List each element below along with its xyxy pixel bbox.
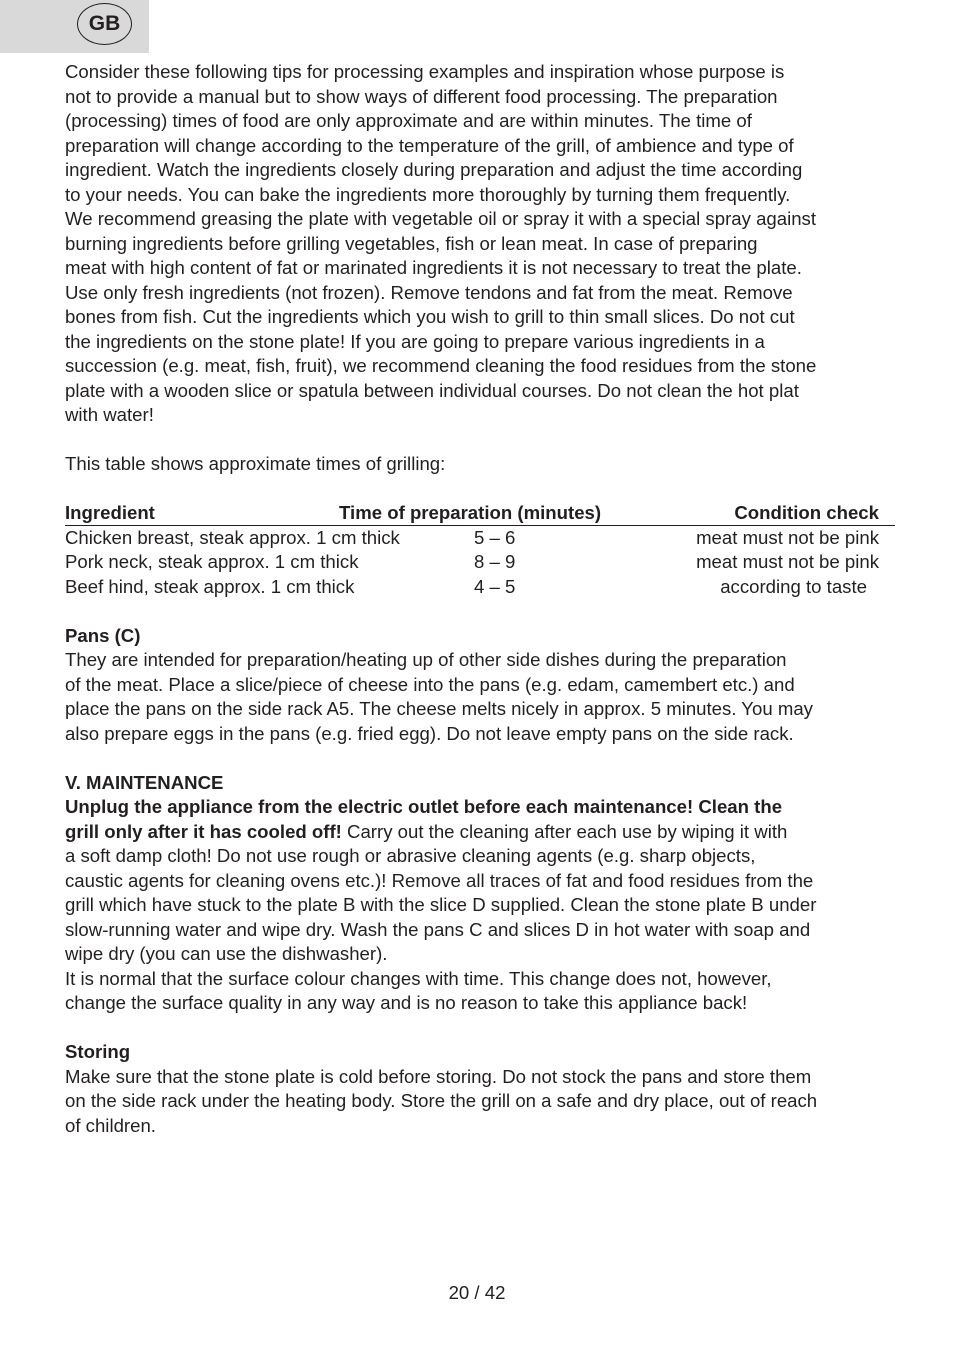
text-line: preparation will change according to the temperature of the grill, of ambience and type of bbox=[65, 134, 794, 156]
text-line: (processing) times of food are only approximate and are within minutes. The time of bbox=[65, 110, 752, 131]
text-line: slow-running water and wipe dry. Wash the pans C and slices D in hot water with soap and bbox=[65, 918, 811, 940]
text-line: We recommend greasing the plate with vegetable oil or spray it with a special spray against bbox=[65, 208, 817, 229]
text-line: of the meat. Place a slice/piece of cheese into the pans (e.g. edam, camembert etc.) and bbox=[65, 673, 795, 695]
warning-text: grill only after it has cooled off! bbox=[65, 820, 342, 842]
cell-ingredient: Beef hind, steak approx. 1 cm thick bbox=[65, 575, 355, 597]
intro-paragraph bbox=[65, 60, 895, 428]
section-heading: Storing bbox=[65, 1041, 131, 1062]
maintenance-section bbox=[65, 771, 895, 1016]
table-row bbox=[65, 575, 895, 600]
page-number: 20 / 42 bbox=[448, 1282, 506, 1303]
header-condition: Condition check bbox=[734, 502, 879, 523]
page-content bbox=[65, 60, 895, 1138]
text-line: meat with high content of fat or marinated ingredients it is not necessary to treat the plate. bbox=[65, 257, 802, 278]
text-line: a soft damp cloth! Do not use rough or abrasive cleaning agents (e.g. sharp objects, bbox=[65, 845, 756, 866]
section-heading: V. MAINTENANCE bbox=[65, 771, 224, 793]
text-line: with water! bbox=[65, 404, 154, 425]
grilling-table bbox=[65, 501, 895, 599]
cell-time: 4 – 5 bbox=[474, 575, 516, 597]
text-line: wipe dry (you can use the dishwasher). bbox=[65, 943, 388, 964]
text-line bbox=[65, 820, 895, 845]
text-line: They are intended for preparation/heating up of other side dishes during the preparation bbox=[65, 649, 787, 670]
text-line: on the side rack under the heating body. Store the grill on a safe and dry place, out of reach bbox=[65, 1090, 818, 1111]
text-line: burning ingredients before grilling vegetables, fish or lean meat. In case of preparing bbox=[65, 232, 758, 254]
header-ingredient: Ingredient bbox=[65, 502, 155, 523]
language-badge: GB bbox=[77, 3, 132, 45]
text-line: place the pans on the side rack A5. The cheese melts nicely in approx. 5 minutes. You may bbox=[65, 698, 813, 719]
cell-condition: according to taste bbox=[720, 575, 867, 597]
cell-ingredient: Pork neck, steak approx. 1 cm thick bbox=[65, 551, 359, 572]
text-line: the ingredients on the stone plate! If you are going to prepare various ingredients in a bbox=[65, 330, 765, 352]
text-line: caustic agents for cleaning ovens etc.)! Remove all traces of fat and food residues from the bbox=[65, 869, 814, 891]
pans-section bbox=[65, 624, 895, 747]
section-heading: Pans (C) bbox=[65, 624, 141, 646]
text-line: Consider these following tips for processing examples and inspiration whose purpose is bbox=[65, 61, 785, 82]
text-span: Carry out the cleaning after each use by wiping it with bbox=[341, 820, 788, 842]
text-line: also prepare eggs in the pans (e.g. fried egg). Do not leave empty pans on the side rack. bbox=[65, 722, 794, 744]
text-line: bones from fish. Cut the ingredients which you wish to grill to thin small slices. Do not cut bbox=[65, 306, 795, 327]
text-line: Use only fresh ingredients (not frozen). Remove tendons and fat from the meat. Remove bbox=[65, 281, 793, 303]
cell-time: 5 – 6 bbox=[474, 526, 516, 548]
header-time: Time of preparation (minutes) bbox=[339, 502, 602, 523]
text-line: not to provide a manual but to show ways of different food processing. The preparation bbox=[65, 85, 778, 107]
text-line: of children. bbox=[65, 1114, 156, 1136]
text-line: ingredient. Watch the ingredients closely during preparation and adjust the time according bbox=[65, 159, 803, 180]
text-line: succession (e.g. meat, fish, fruit), we recommend cleaning the food residues from the stone bbox=[65, 355, 817, 376]
text-line: It is normal that the surface colour changes with time. This change does not, however, bbox=[65, 967, 772, 989]
cell-ingredient: Chicken breast, steak approx. 1 cm thick bbox=[65, 526, 400, 548]
table-row bbox=[65, 550, 895, 575]
language-tab bbox=[0, 0, 149, 53]
text-line: grill which have stuck to the plate B with the slice D supplied. Clean the stone plate B under bbox=[65, 894, 817, 915]
warning-line: Unplug the appliance from the electric outlet before each maintenance! Clean the bbox=[65, 796, 783, 817]
text-line: plate with a wooden slice or spatula between individual courses. Do not clean the hot plat bbox=[65, 379, 799, 401]
table-intro: This table shows approximate times of grilling: bbox=[65, 453, 446, 474]
table-header-row bbox=[65, 501, 895, 526]
cell-time: 8 – 9 bbox=[474, 551, 516, 572]
text-line: to your needs. You can bake the ingredients more thoroughly by turning them frequently. bbox=[65, 183, 791, 205]
table-row bbox=[65, 526, 895, 551]
storing-section bbox=[65, 1040, 895, 1138]
cell-condition: meat must not be pink bbox=[696, 526, 879, 548]
text-line: Make sure that the stone plate is cold before storing. Do not stock the pans and store them bbox=[65, 1065, 812, 1087]
cell-condition: meat must not be pink bbox=[696, 551, 879, 572]
text-line: change the surface quality in any way and is no reason to take this appliance back! bbox=[65, 992, 748, 1013]
